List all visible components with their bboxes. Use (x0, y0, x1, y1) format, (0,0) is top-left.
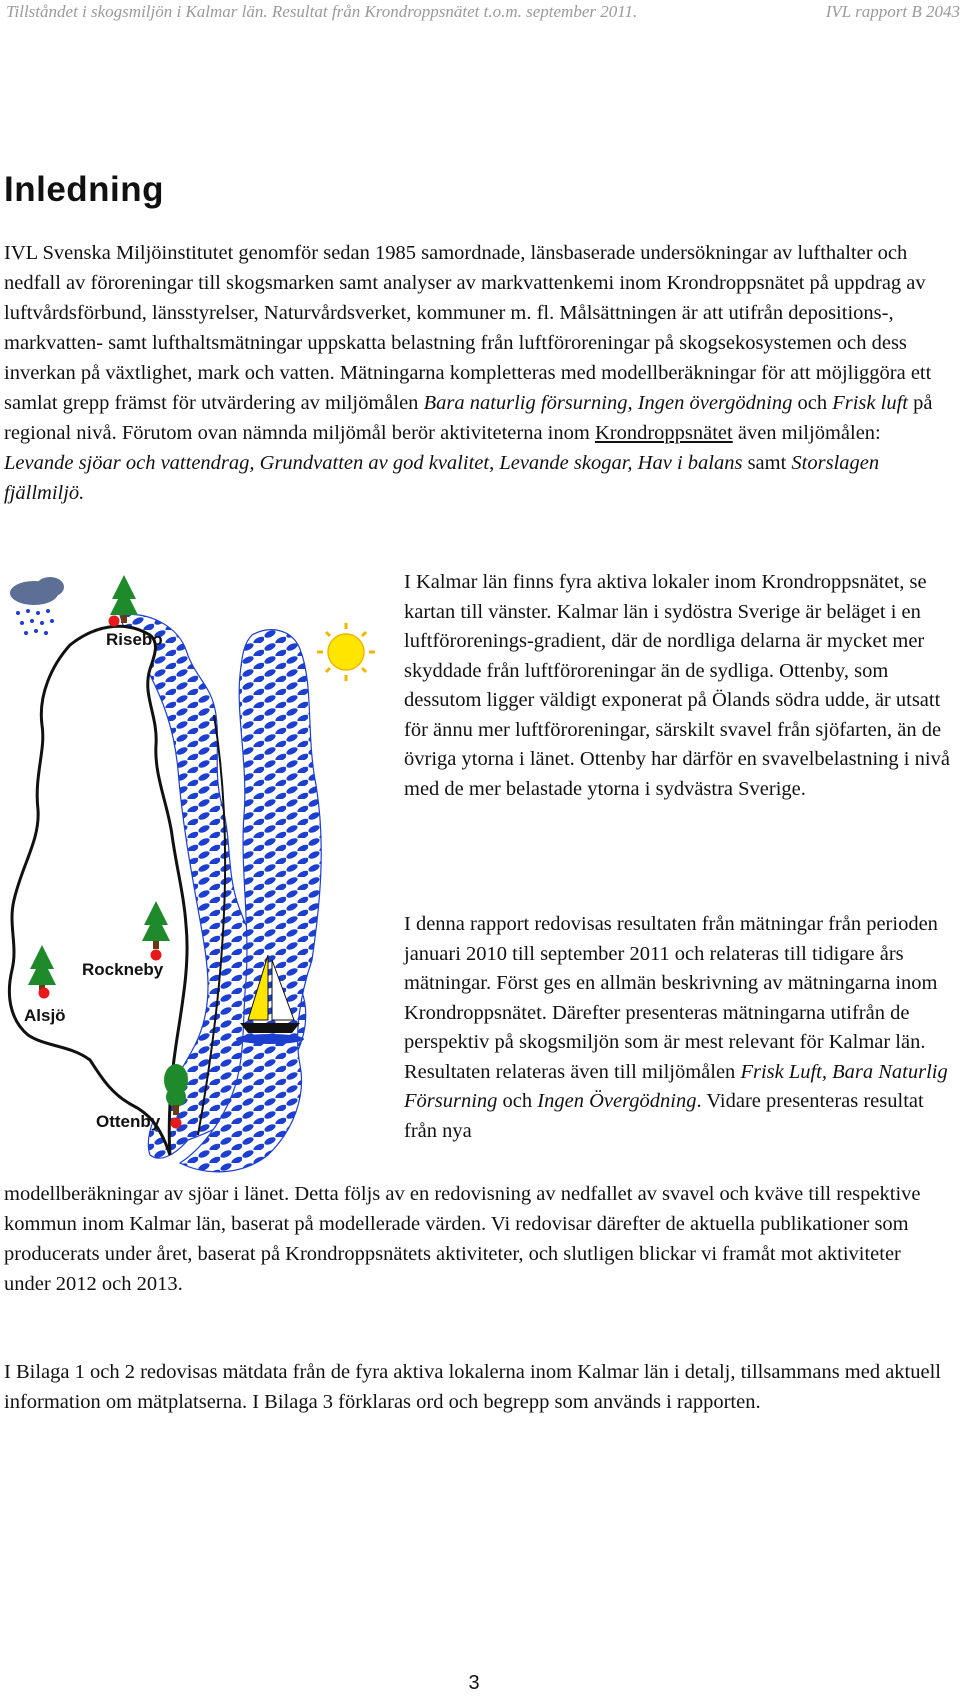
right-column-paragraph-1: I Kalmar län finns fyra aktiva lokaler inom Krondroppsnätet, se kartan till vänster. Kalmar län i sydöstra Sverige är beläget i en luftförorenings-gradient, där de nordliga delarna är mycket mer skyddade från luftföroreningar än de sydliga. Ottenby, som dessutom ligger väldigt exponerat på Ölands södra udde, är utsatt för ännu mer luftföroreningar, särskilt svavel från sjöfarten, än de övriga ytorna i länet. Ottenby har därför en svavelbelastning i nivå med de mer belastade ytorna i sydvästra Sverige. (404, 571, 950, 800)
goal-text: Frisk luft (832, 392, 908, 414)
goal-text: Storslagen fjällmiljö. (4, 452, 880, 504)
label-risebo: Risebo (106, 630, 163, 649)
mainland-outline (9, 626, 187, 1155)
goal-text: Bara naturlig försurning, Ingen övergödning (423, 392, 793, 414)
goal-text: Frisk Luft, Bara Naturlig Försurning (404, 1060, 948, 1112)
site-marker-alsjo (39, 988, 50, 999)
goal-text: Levande sjöar och vattendrag, Grundvatten av god kvalitet, Levande skogar, Hav i balans (4, 452, 743, 474)
site-marker-rockneby (151, 950, 162, 961)
site-marker-risebo (109, 616, 120, 627)
map-illustration (0, 565, 390, 1175)
continuation-paragraph: modellberäkningar av sjöar i länet. Detta följs av en redovisning av nedfallet av svavel och kväve till respektive kommun inom Kalmar län, baserat på modellerade värden. Vi redovisar därefter de aktuella publikationer som producerats under året, baserat på Krondroppsnätets aktiviteter, och slutligen blickar vi framåt mot aktiviteter under 2012 och 2013. (4, 1183, 921, 1295)
page-header (0, 0, 960, 28)
site-marker-ottenby (171, 1118, 182, 1129)
intro-paragraph: IVL Svenska Miljöinstitutet genomför sedan 1985 samordnade, länsbaserade undersökningar av lufthalter och nedfall av föroreningar till skogsmarken samt analyser av markvattenkemi inom Krondroppsnätet på uppdrag av luftvårdsförbund, länsstyrelser, Naturvårdsverket, kommuner m. fl. Målsättningen är att utifrån depositions-, markvatten- samt lufthaltsmätningar uppskatta belastning från luftföroreningar på skogsekosystemen och dess inverkan på växtlighet, mark och vatten. Mätningarna kompletteras med modellberäkningar för att möjliggöra ett samlat grepp främst för utvärdering av miljömålen Bara naturlig försurning, Ingen övergödning och Frisk luft på regional nivå. Förutom ovan nämnda miljömål berör aktiviteterna inom Krondroppsnätet även miljömålen: Levande sjöar och vattendrag, Grundvatten av god kvalitet, Levande skogar, Hav i balans samt Storslagen fjällmiljö. (4, 242, 933, 504)
sun-icon (317, 623, 375, 681)
right-column-paragraph-2: I denna rapport redovisas resultaten från mätningar från perioden januari 2010 till september 2011 och relateras till tidigare års mätningar. Först ges en allmän beskrivning av mätningarna inom Krondroppsnätet. Därefter presenteras mätningarna utifrån de perspektiv på skogsmiljön som är mest relevant för Kalmar län. Resultaten relateras även till miljömålen Frisk Luft, Bara Naturlig Försurning och Ingen Övergödning. Vidare presenteras resultat från nya (404, 913, 948, 1142)
goal-text: Ingen Övergödning (537, 1090, 697, 1112)
appendix-paragraph: I Bilaga 1 och 2 redovisas mätdata från de fyra aktiva lokalerna inom Kalmar län i detalj, tillsammans med aktuell information om mätplatserna. I Bilaga 3 förklaras ord och begrepp som används i rapporten. (4, 1361, 941, 1413)
label-alsjo: Alsjö (24, 1006, 66, 1025)
kalmar-map (0, 565, 390, 1175)
label-ottenby: Ottenby (96, 1112, 161, 1131)
label-rockneby: Rockneby (82, 960, 164, 979)
krondroppsnatet-link[interactable]: Krondroppsnätet (594, 422, 733, 444)
section-heading: Inledning (4, 170, 165, 209)
rain-cloud-icon (10, 577, 64, 635)
header-title: Tillståndet i skogsmiljön i Kalmar län. Resultat från Krondroppsnätet t.o.m. september 2011. (6, 2, 638, 21)
header-report-id: IVL rapport B 2043 (825, 2, 960, 21)
page-number: 3 (468, 1672, 480, 1694)
